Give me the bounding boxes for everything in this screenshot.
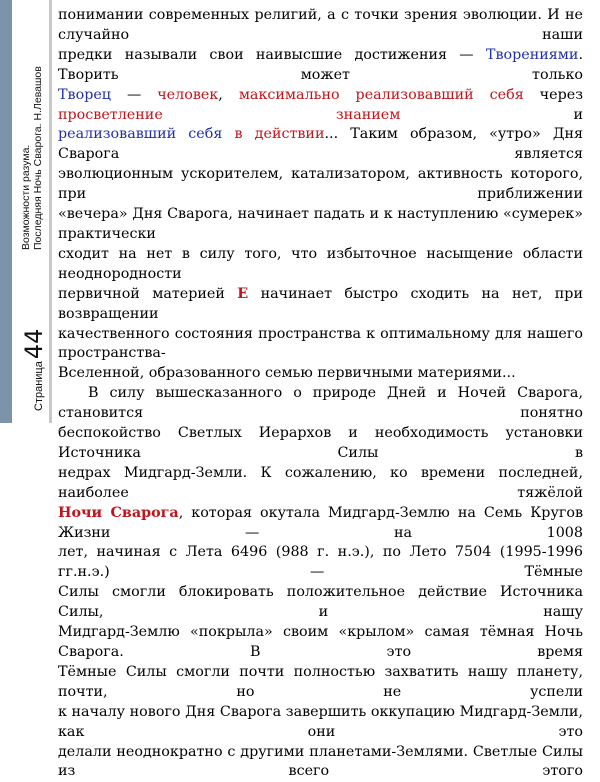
sidebar-accent-bar xyxy=(0,0,12,423)
highlight-prosvetlenie: просветление знанием xyxy=(58,106,401,123)
text-line: Мидгард-Землю «покрыла» своим «крылом» самая тёмная Ночь Сварога. В это время xyxy=(58,624,583,660)
text-line: реализовавший себя в действии... Таким образом, «утро» Дня Сварога является xyxy=(58,126,584,163)
text-line: недрах Мидгард-Земли. К сожалению, ко времени последней, наиболее тяжёлой xyxy=(58,464,583,501)
text-line: Ночи Сварога, которая окутала Мидгард-Землю на Семь Кругов Жизни — на 1008 xyxy=(58,504,583,541)
text-line: эволюционным ускорителем, катализатором, активность которого, при приближении xyxy=(58,166,583,203)
text-line: делали неоднократно с другими планетами-Землями. Светлые Силы из всего этого xyxy=(58,743,583,780)
page-sidebar xyxy=(0,0,47,423)
text-line: Силы смогли блокировать положительное действие Источника Силы, и нашу xyxy=(58,584,583,621)
highlight-chelovek: человек xyxy=(157,86,219,103)
text-line: Вселенной, образованного семью первичными материями... xyxy=(58,365,516,382)
book-title-line1: Возможности разума. xyxy=(20,144,32,250)
highlight-e: Е xyxy=(237,285,249,302)
document-body xyxy=(58,6,583,782)
page-label xyxy=(20,329,48,411)
highlight-realizovavshiy-2: реализовавший себя xyxy=(58,126,223,143)
highlight-realizovavshiy: максимально реализовавший себя xyxy=(238,86,524,103)
book-title xyxy=(20,66,44,250)
text-line: Тёмные Силы смогли почти полностью захватить нашу планету, почти, но не успели xyxy=(58,663,583,700)
book-title-line2: Последняя Ночь Сварога. Н.Левашов xyxy=(32,66,44,250)
text-line: «вечера» Дня Сварога, начинает падать и к наступлению «сумерек» практически xyxy=(58,206,583,242)
text-line: Творец — человек, максимально реализовавший себя через просветление знанием и xyxy=(58,86,584,123)
sidebar-divider xyxy=(49,0,52,423)
text-line: первичной материей Е начинает быстро сходить на нет, при возвращении xyxy=(58,285,583,322)
highlight-tvoreniyami: Творениями xyxy=(485,46,579,63)
text-line: качественного состояния пространства к оптимальному для нашего пространства- xyxy=(58,325,583,362)
highlight-v-deystvii: в действии xyxy=(234,126,325,143)
text-line: В силу вышесказанного о природе Дней и Ночей Сварога, становится понятно xyxy=(58,385,583,422)
text-line: предки называли свои наивысшие достижения — Творениями. Творить может только xyxy=(58,46,583,83)
text-line: беспокойство Светлых Иерархов и необходимость установки Источника Силы в xyxy=(58,425,583,461)
highlight-nochi-svaroga: Ночи Сварога xyxy=(58,504,179,521)
text-line: понимании современных религий, а с точки зрения эволюции. И не случайно наши xyxy=(58,7,583,43)
text-line: сходит на нет в силу того, что избыточное насыщение области неоднородности xyxy=(58,245,583,282)
text-line: лет, начиная с Лета 6496 (988 г. н.э.), по Лето 7504 (1995-1996 гг.н.э.) — Тёмные xyxy=(58,544,583,581)
page-number: 44 xyxy=(20,328,48,360)
text-line: к началу нового Дня Сварога завершить оккупацию Мидгард-Земли, как они это xyxy=(58,703,583,740)
highlight-tvorets: Творец xyxy=(58,86,111,103)
page-word: Страница xyxy=(33,361,45,411)
